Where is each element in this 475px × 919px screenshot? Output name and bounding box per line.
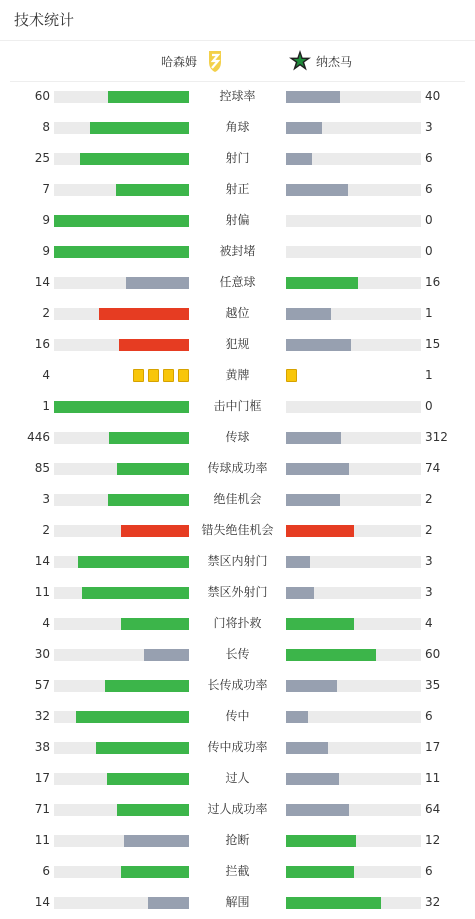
home-bar-track xyxy=(54,835,189,847)
away-value: 6 xyxy=(425,151,433,165)
home-bar-fill xyxy=(96,742,189,754)
stat-label: 黄牌 xyxy=(225,368,250,382)
away-bar-fill xyxy=(286,308,331,320)
home-bar-track xyxy=(54,246,189,258)
home-bar-track xyxy=(54,649,189,661)
home-yellow-cards xyxy=(133,369,189,382)
home-bar-fill xyxy=(117,463,189,475)
home-bar-track xyxy=(54,866,189,878)
away-bar-fill xyxy=(286,587,314,599)
stat-row xyxy=(0,422,475,453)
home-bar-fill xyxy=(108,91,189,103)
stat-label: 传中 xyxy=(225,709,250,723)
home-value: 71 xyxy=(34,802,50,816)
stat-label: 传球 xyxy=(225,430,250,444)
stat-label: 过人成功率 xyxy=(207,802,268,816)
away-bar-track xyxy=(286,866,421,878)
home-bar-fill xyxy=(54,215,189,227)
stat-label: 被封堵 xyxy=(219,244,256,258)
away-value: 2 xyxy=(425,492,433,506)
home-bar-fill xyxy=(121,618,189,630)
home-bar-track xyxy=(54,804,189,816)
away-bar-track xyxy=(286,649,421,661)
home-bar-track xyxy=(54,215,189,227)
away-bar-track xyxy=(286,277,421,289)
home-value: 30 xyxy=(34,647,50,661)
away-bar-track xyxy=(286,401,421,413)
home-value: 3 xyxy=(42,492,50,506)
stat-row xyxy=(0,267,475,298)
stat-label: 射正 xyxy=(225,182,250,196)
away-bar-track xyxy=(286,432,421,444)
away-team-name: 纳杰马 xyxy=(316,54,353,69)
stat-row xyxy=(0,639,475,670)
home-value: 446 xyxy=(27,430,50,444)
stat-label: 传中成功率 xyxy=(207,740,268,754)
home-bar-track xyxy=(54,525,189,537)
home-value: 16 xyxy=(34,337,50,351)
away-bar-track xyxy=(286,680,421,692)
away-bar-track xyxy=(286,618,421,630)
stat-label: 控球率 xyxy=(219,89,256,103)
away-value: 15 xyxy=(425,337,441,351)
stat-row xyxy=(0,763,475,794)
away-bar-track xyxy=(286,153,421,165)
stat-label: 抢断 xyxy=(225,833,250,847)
away-bar-track xyxy=(286,742,421,754)
away-bar-fill xyxy=(286,153,312,165)
stat-row xyxy=(0,391,475,422)
stat-label: 错失绝佳机会 xyxy=(201,523,274,537)
home-value: 7 xyxy=(42,182,50,196)
away-value: 312 xyxy=(425,430,448,444)
away-value: 12 xyxy=(425,833,441,847)
stat-label: 门将扑救 xyxy=(213,616,262,630)
stat-row xyxy=(0,701,475,732)
away-value: 6 xyxy=(425,709,433,723)
stats-list xyxy=(0,81,475,918)
home-bar-track xyxy=(54,556,189,568)
home-value: 17 xyxy=(34,771,50,785)
stat-row xyxy=(0,577,475,608)
home-bar-fill xyxy=(76,711,189,723)
away-bar-track xyxy=(286,494,421,506)
home-bar-fill xyxy=(54,246,189,258)
stat-row xyxy=(0,298,475,329)
away-value: 60 xyxy=(425,647,441,661)
stat-label: 越位 xyxy=(225,306,250,320)
home-bar-track xyxy=(54,897,189,909)
stat-row xyxy=(0,143,475,174)
away-team-logo-icon xyxy=(288,49,312,73)
home-value: 60 xyxy=(34,89,50,103)
home-bar-fill xyxy=(126,277,189,289)
stat-label: 禁区内射门 xyxy=(207,554,268,568)
stat-label: 击中门框 xyxy=(213,399,262,413)
away-bar-fill xyxy=(286,184,348,196)
away-bar-fill xyxy=(286,742,328,754)
away-value: 2 xyxy=(425,523,433,537)
home-bar-track xyxy=(54,742,189,754)
home-value: 85 xyxy=(34,461,50,475)
stat-row xyxy=(0,360,475,391)
away-bar-track xyxy=(286,711,421,723)
away-value: 3 xyxy=(425,554,433,568)
away-team[interactable] xyxy=(288,41,352,81)
away-bar-track xyxy=(286,587,421,599)
home-bar-track xyxy=(54,711,189,723)
home-bar-track xyxy=(54,587,189,599)
away-yellow-cards xyxy=(286,369,297,382)
stat-row xyxy=(0,484,475,515)
home-bar-track xyxy=(54,153,189,165)
home-value: 2 xyxy=(42,306,50,320)
home-bar-track xyxy=(54,277,189,289)
home-value: 9 xyxy=(42,244,50,258)
stat-label: 射偏 xyxy=(225,213,250,227)
home-team[interactable] xyxy=(161,41,227,81)
home-bar-fill xyxy=(90,122,189,134)
stat-row xyxy=(0,887,475,918)
away-value: 3 xyxy=(425,585,433,599)
home-team-name: 哈森姆 xyxy=(160,54,197,69)
home-bar-track xyxy=(54,494,189,506)
home-bar-track xyxy=(54,432,189,444)
yellow-card-icon xyxy=(148,369,159,382)
home-value: 8 xyxy=(42,120,50,134)
stat-row xyxy=(0,515,475,546)
yellow-card-icon xyxy=(178,369,189,382)
away-bar-track xyxy=(286,773,421,785)
away-bar-fill xyxy=(286,463,349,475)
home-bar-fill xyxy=(124,835,189,847)
stat-label: 长传成功率 xyxy=(207,678,268,692)
away-bar-fill xyxy=(286,773,339,785)
away-bar-fill xyxy=(286,122,322,134)
home-value: 38 xyxy=(34,740,50,754)
home-value: 32 xyxy=(34,709,50,723)
home-bar-track xyxy=(54,773,189,785)
away-value: 0 xyxy=(425,399,433,413)
stat-label: 传球成功率 xyxy=(207,461,268,475)
away-bar-track xyxy=(286,897,421,909)
home-bar-fill xyxy=(82,587,189,599)
away-bar-fill xyxy=(286,680,337,692)
away-bar-fill xyxy=(286,866,354,878)
away-value: 16 xyxy=(425,275,441,289)
stat-row xyxy=(0,825,475,856)
stat-row xyxy=(0,236,475,267)
away-bar-fill xyxy=(286,835,356,847)
home-bar-fill xyxy=(148,897,189,909)
away-bar-fill xyxy=(286,711,308,723)
stat-row xyxy=(0,112,475,143)
away-value: 74 xyxy=(425,461,441,475)
away-bar-fill xyxy=(286,494,340,506)
away-bar-fill xyxy=(286,556,310,568)
home-value: 4 xyxy=(42,616,50,630)
home-value: 1 xyxy=(42,399,50,413)
stat-label: 犯规 xyxy=(225,337,250,351)
away-value: 1 xyxy=(425,306,433,320)
away-bar-fill xyxy=(286,897,381,909)
home-bar-track xyxy=(54,401,189,413)
away-value: 35 xyxy=(425,678,441,692)
away-bar-track xyxy=(286,835,421,847)
home-bar-fill xyxy=(54,401,189,413)
away-value: 1 xyxy=(425,368,433,382)
stat-label: 任意球 xyxy=(219,275,256,289)
home-value: 57 xyxy=(34,678,50,692)
away-value: 3 xyxy=(425,120,433,134)
stat-row xyxy=(0,81,475,112)
home-bar-fill xyxy=(99,308,189,320)
home-value: 4 xyxy=(42,368,50,382)
away-bar-track xyxy=(286,804,421,816)
stat-row xyxy=(0,205,475,236)
home-bar-fill xyxy=(116,184,189,196)
home-bar-track xyxy=(54,463,189,475)
home-bar-track xyxy=(54,184,189,196)
home-bar-fill xyxy=(121,866,189,878)
away-bar-track xyxy=(286,184,421,196)
away-bar-track xyxy=(286,308,421,320)
away-bar-fill xyxy=(286,91,340,103)
away-bar-track xyxy=(286,215,421,227)
home-value: 11 xyxy=(34,585,50,599)
home-value: 14 xyxy=(34,275,50,289)
stat-row xyxy=(0,453,475,484)
stat-label: 绝佳机会 xyxy=(213,492,262,506)
home-bar-fill xyxy=(107,773,189,785)
away-bar-track xyxy=(286,525,421,537)
home-bar-track xyxy=(54,618,189,630)
home-bar-track xyxy=(54,122,189,134)
yellow-card-icon xyxy=(133,369,144,382)
home-bar-fill xyxy=(108,494,189,506)
home-value: 2 xyxy=(42,523,50,537)
home-bar-fill xyxy=(78,556,189,568)
home-team-logo-icon xyxy=(203,49,227,73)
home-value: 6 xyxy=(42,864,50,878)
home-value: 14 xyxy=(34,554,50,568)
home-bar-fill xyxy=(144,649,189,661)
away-bar-track xyxy=(286,339,421,351)
away-bar-track xyxy=(286,246,421,258)
home-value: 25 xyxy=(34,151,50,165)
home-value: 9 xyxy=(42,213,50,227)
home-value: 14 xyxy=(34,895,50,909)
away-bar-fill xyxy=(286,339,351,351)
home-bar-track xyxy=(54,91,189,103)
home-bar-track xyxy=(54,308,189,320)
away-bar-fill xyxy=(286,618,354,630)
page-title: 技术统计 xyxy=(0,0,475,41)
home-bar-track xyxy=(54,339,189,351)
stat-label: 角球 xyxy=(225,120,250,134)
home-bar-fill xyxy=(117,804,189,816)
away-bar-fill xyxy=(286,649,376,661)
away-value: 0 xyxy=(425,244,433,258)
away-value: 64 xyxy=(425,802,441,816)
away-value: 17 xyxy=(425,740,441,754)
home-value: 11 xyxy=(34,833,50,847)
team-header xyxy=(10,41,465,82)
stat-row xyxy=(0,608,475,639)
stat-row xyxy=(0,856,475,887)
stat-label: 过人 xyxy=(225,771,250,785)
away-bar-track xyxy=(286,556,421,568)
away-value: 6 xyxy=(425,182,433,196)
stat-label: 射门 xyxy=(225,151,250,165)
away-value: 6 xyxy=(425,864,433,878)
stat-label: 解围 xyxy=(225,895,250,909)
home-bar-fill xyxy=(119,339,189,351)
away-value: 40 xyxy=(425,89,441,103)
home-bar-track xyxy=(54,680,189,692)
away-value: 0 xyxy=(425,213,433,227)
away-bar-fill xyxy=(286,432,341,444)
home-bar-fill xyxy=(109,432,189,444)
yellow-card-icon xyxy=(163,369,174,382)
home-bar-fill xyxy=(121,525,189,537)
away-bar-fill xyxy=(286,525,354,537)
stat-row xyxy=(0,329,475,360)
away-bar-fill xyxy=(286,804,349,816)
stat-label: 拦截 xyxy=(225,864,250,878)
away-bar-track xyxy=(286,122,421,134)
stat-row xyxy=(0,670,475,701)
stat-label: 禁区外射门 xyxy=(207,585,268,599)
away-value: 11 xyxy=(425,771,441,785)
stat-row xyxy=(0,174,475,205)
home-bar-fill xyxy=(80,153,189,165)
away-bar-fill xyxy=(286,277,358,289)
stat-row xyxy=(0,732,475,763)
stat-label: 长传 xyxy=(225,647,250,661)
away-value: 4 xyxy=(425,616,433,630)
away-value: 32 xyxy=(425,895,441,909)
yellow-card-icon xyxy=(286,369,297,382)
stat-row xyxy=(0,794,475,825)
home-bar-fill xyxy=(105,680,189,692)
away-bar-track xyxy=(286,463,421,475)
away-bar-track xyxy=(286,91,421,103)
stat-row xyxy=(0,546,475,577)
